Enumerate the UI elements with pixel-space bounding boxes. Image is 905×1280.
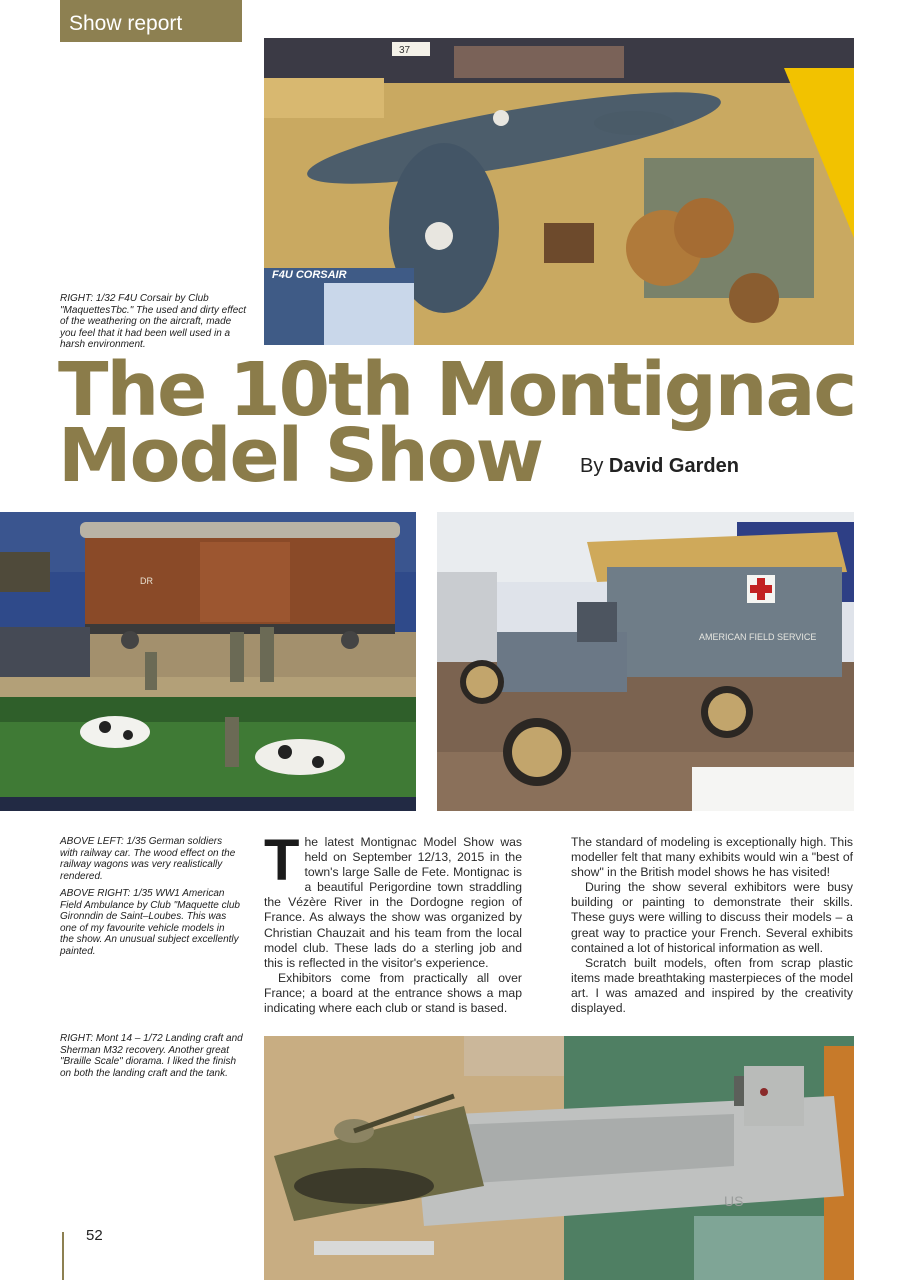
article-paragraph: Exhibitors come from practically all over France; a board at the entrance shows a map indicating where each club or stand is based. xyxy=(264,970,522,1016)
photo-corsair-diorama xyxy=(264,38,854,345)
photo-ambulance xyxy=(437,512,854,811)
photo-landing-craft xyxy=(264,1036,854,1280)
ticket-number-text: 37 xyxy=(399,45,411,56)
page-title xyxy=(58,347,878,499)
article-paragraph-text: he latest Montignac Model Show was held on September 12/13, 2015 in the town's large Salle de Fete. Montignac is a beautiful Perigordine town straddling the Vézère River in the Dordogne region of France. As always the show was organized by Christian Chauzait and his team from the local model club. These lads do a sterling job and this is reflected in the visitor's experience. xyxy=(264,835,522,970)
byline-author: David Garden xyxy=(608,455,739,477)
section-tab: Show report xyxy=(60,0,242,42)
article-paragraph: The standard of modeling is exceptionally high. This modeller felt that many exhibits would win a "best of show" in the British model shows he has visited! xyxy=(571,835,853,880)
article-column-2 xyxy=(571,835,853,1016)
corsair-sign-text: F4U CORSAIR xyxy=(272,269,347,281)
byline-prefix: By xyxy=(580,455,604,477)
caption-corsair: RIGHT: 1/32 F4U Corsair by Club "MaquettesTbc." The used and dirty effect of the weathering on the aircraft, made you feel that it had been well used in a harsh environment. xyxy=(60,293,247,350)
ambulance-side-text: AMERICAN FIELD SERVICE xyxy=(699,632,817,642)
article-column-1 xyxy=(264,828,522,1016)
caption-landing-craft: RIGHT: Mont 14 – 1/72 Landing craft and Sherman M32 recovery. Another great "Braille Scale" diorama. I liked the finish on both the landing craft and the tank. xyxy=(60,1033,243,1079)
caption-railway: ABOVE LEFT: 1/35 German soldiers with railway car. The wood effect on the railway wagons was very realistically rendered. xyxy=(60,836,236,882)
title-line-1: The 10th Montignac xyxy=(58,347,856,433)
byline xyxy=(580,455,739,478)
wagon-marking-text: DR xyxy=(140,576,153,586)
article-paragraph: Scratch built models, often from scrap plastic items made breathtaking masterpieces of the model art. I was amazed and inspired by the creativity displayed. xyxy=(571,955,853,1016)
article-paragraph: During the show several exhibitors were busy building or painting to demonstrate their skills. These guys were willing to discuss their models – a great way to practice your French. Several exhibits contained a lot of historical information as well. xyxy=(571,880,853,955)
photo-railway-diorama xyxy=(0,512,416,811)
article-paragraph xyxy=(264,828,522,971)
title-line-2: Model Show xyxy=(58,413,542,499)
landing-craft-hull-text: US xyxy=(724,1193,744,1209)
caption-ambulance: ABOVE RIGHT: 1/35 WW1 American Field Ambulance by Club "Maquette club Gironndin de Saint–Loubes. This was one of my favourite vehicle models in the show. An unusual subject excellently painted. xyxy=(60,888,240,957)
drop-cap: T xyxy=(264,828,300,893)
page-number-rule xyxy=(62,1232,64,1280)
page-number: 52 xyxy=(86,1227,103,1244)
